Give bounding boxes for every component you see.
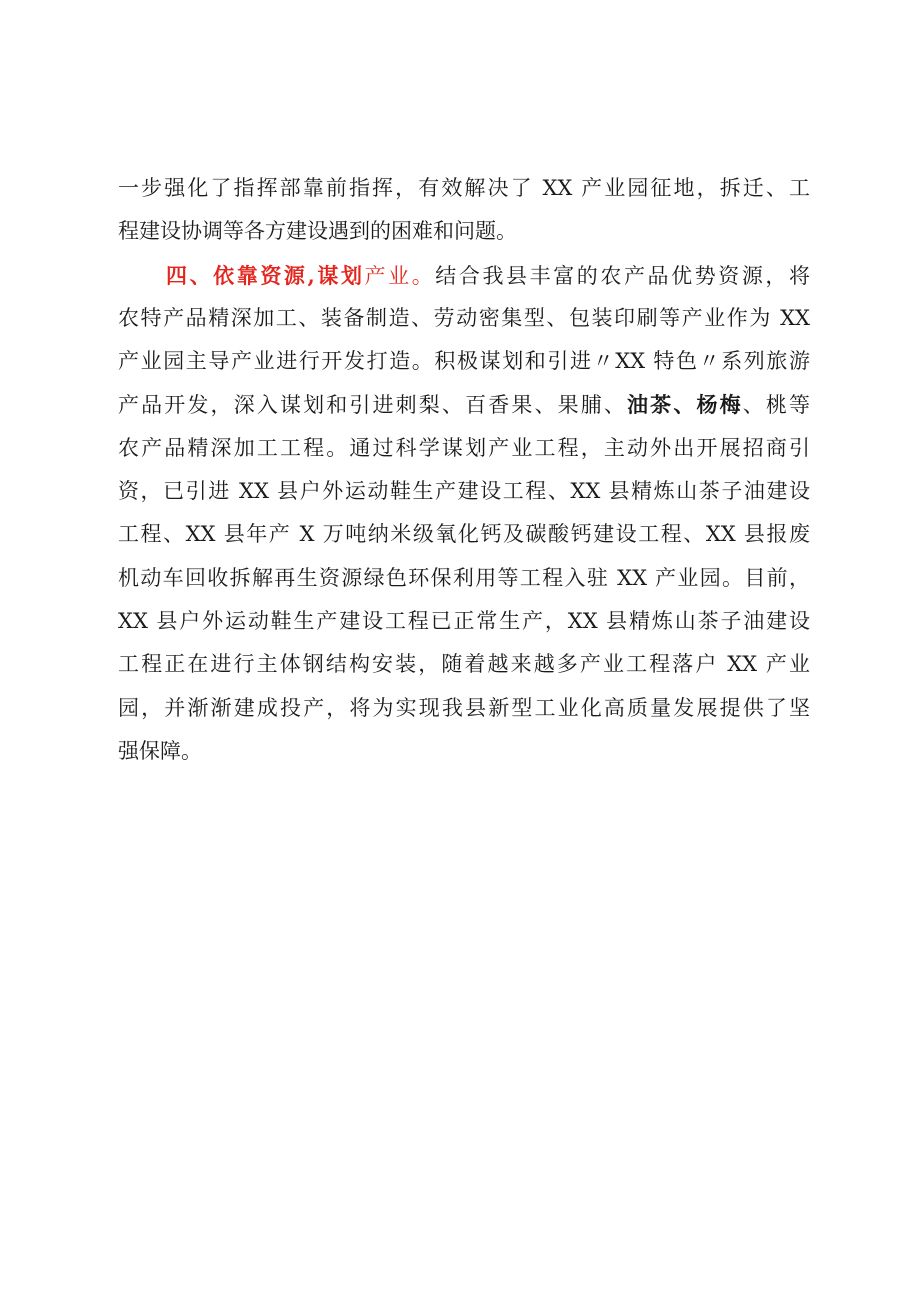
text-segment: 产品开发，深入谋划和引进刺梨、百香果、果脯、 bbox=[118, 393, 628, 418]
text-line-with-heading bbox=[118, 254, 810, 297]
text-line: 工程正在进行主体钢结构安装，随着越来越多产业工程落户 XX 产业 bbox=[118, 652, 810, 677]
text-line: 一步强化了指挥部靠前指挥，有效解决了 XX 产业园征地，拆迁、工 bbox=[118, 176, 810, 200]
text-line: 机动车回收拆解再生资源绿色环保利用等工程入驻 XX 产业园。目前， bbox=[118, 565, 810, 590]
text-segment: 结合我县丰富的农产品优势资源，将 bbox=[435, 263, 811, 288]
text-line-with-emphasis bbox=[118, 383, 810, 426]
text-line: 程建设协调等各方建设遇到的困难和问题。 bbox=[118, 219, 517, 244]
paragraph-command-coordination bbox=[118, 167, 810, 254]
text-line: 产业园主导产业进行开发打造。积极谋划和引进〃XX 特色〃系列旅游 bbox=[118, 349, 810, 374]
document-body bbox=[118, 167, 810, 773]
text-segment: 、桃等 bbox=[742, 393, 811, 418]
text-line: 农特产品精深加工、装备制造、劳动密集型、包装印刷等产业作为 XX bbox=[118, 305, 810, 330]
text-line: 强保障。 bbox=[118, 738, 202, 763]
text-line: XX 县户外运动鞋生产建设工程已正常生产，XX 县精炼山茶子油建设 bbox=[118, 608, 810, 633]
text-line: 园，并渐渐建成投产，将为实现我县新型工业化高质量发展提供了坚 bbox=[118, 695, 810, 720]
paragraph-industry-planning bbox=[118, 254, 810, 774]
text-line: 资，已引进 XX 县户外运动鞋生产建设工程、XX 县精炼山茶子油建设 bbox=[118, 479, 810, 504]
emphasized-text: 油茶、杨梅 bbox=[627, 392, 743, 418]
text-line: 工程、XX 县年产 X 万吨纳米级氧化钙及碳酸钙建设工程、XX 县报废 bbox=[118, 522, 810, 547]
section-heading-suffix: 产业。 bbox=[364, 263, 436, 288]
section-heading: 四、依靠资源,谋划 bbox=[166, 262, 365, 288]
text-line: 农产品精深加工工程。通过科学谋划产业工程，主动外出开展招商引 bbox=[118, 435, 810, 460]
